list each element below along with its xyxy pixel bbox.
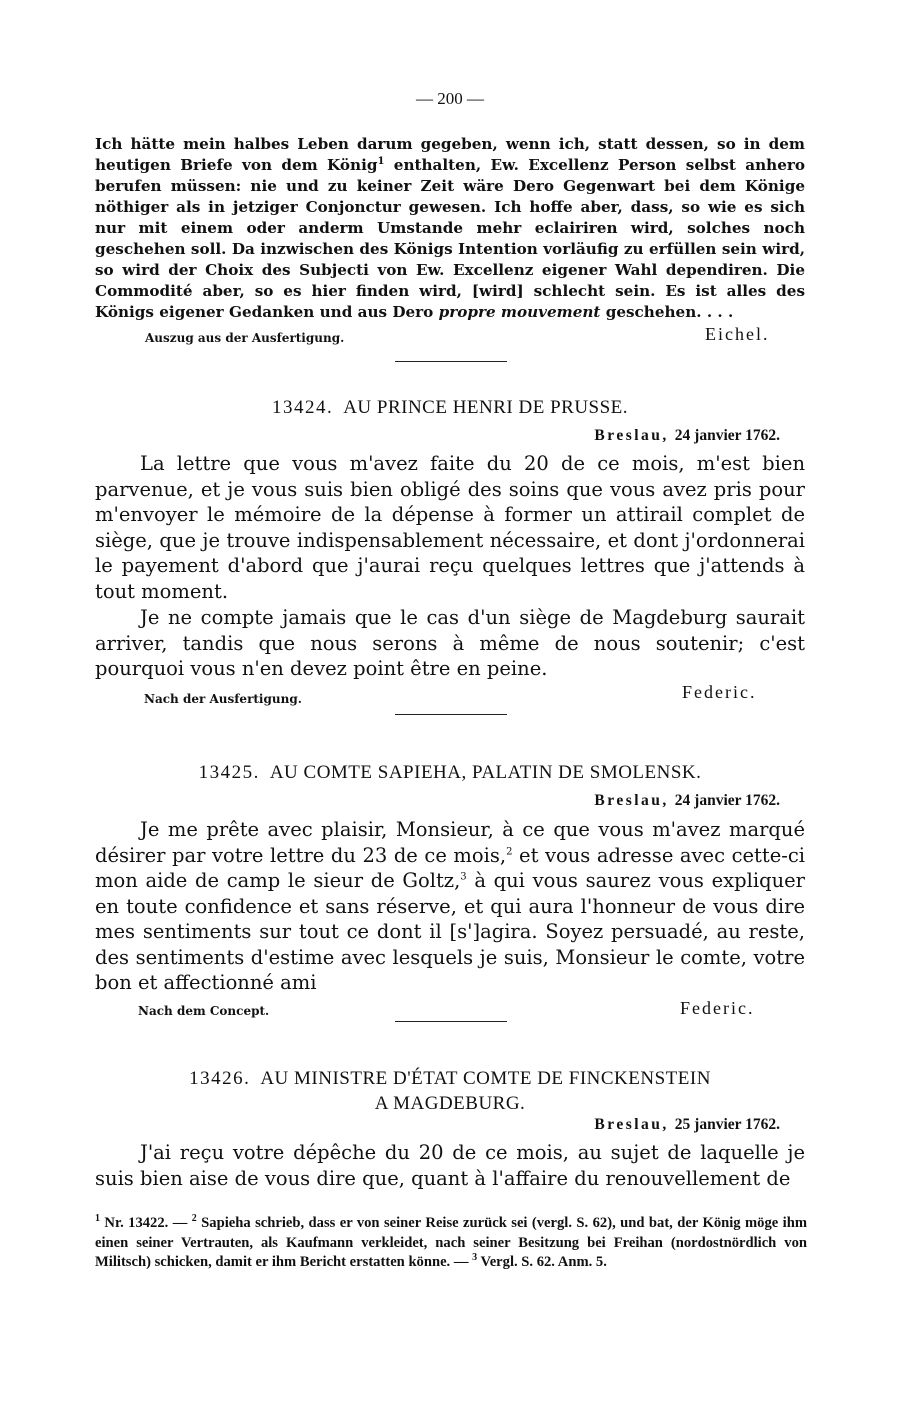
dateline [594, 427, 780, 445]
source-note: Nach der Ausfertigung. [144, 692, 302, 706]
letter-eichel-text [95, 134, 805, 323]
letter-title-line2: A MAGDEBURG. [374, 1093, 526, 1114]
dateline-date: 24 janvier 1762. [674, 427, 780, 444]
letter-text-part3: à qui vous saurez vous expliquer en toute confidence et sans réserve, et qui aura l'honneur de vous dire mes sentiments sur tout ce dont il [s']agira. Soyez persuadé, au reste, des sentiments d'estime avec lesquels je suis, Monsieur le comte, votre bon et affectionné ami [95, 869, 805, 994]
source-note: Nach dem Concept. [138, 1004, 270, 1018]
dateline-place: Breslau, [594, 1116, 669, 1133]
letter-paragraph [95, 817, 805, 996]
letter-number: 13424. [271, 397, 334, 418]
footnote-3: Vergl. S. 62. Anm. 5. [477, 1254, 607, 1270]
dateline [594, 1116, 780, 1134]
source-note: Auszug aus der Ausfertigung. [145, 331, 345, 345]
footnote-mark: 3 [472, 1252, 478, 1264]
footnote-mark: 2 [191, 1213, 197, 1225]
signature: Federic. [680, 998, 755, 1018]
letter-eichel-text-part3: geschehen. . . . [600, 303, 734, 321]
signature: Eichel. [705, 324, 770, 344]
footnotes [95, 1214, 807, 1273]
dateline-place: Breslau, [594, 427, 669, 444]
letter-heading [95, 397, 805, 419]
letter-paragraph: La lettre que vous m'avez faite du 20 de ce mois, m'est bien parvenue, et je vous suis bien obligé des soins que vous avez pris pour m'envoyer le mémoire de la dépense à former un attirail complet de siège, que je trouve indispensablement nécessaire, et dont j'ordonnerai le payement d'abord que j'aurai reçu quelques lettres que j'attends à tout moment. [95, 452, 805, 603]
dateline [594, 792, 780, 810]
letter-heading [95, 762, 805, 784]
letter-number: 13425. [198, 762, 260, 783]
page-number: — 200 — [416, 89, 484, 108]
letter-text-part1: Je me prête avec plaisir, Monsieur, à ce que vous m'avez marqué désirer par votre lettre du 23 de ce mois, [95, 818, 805, 867]
section-divider [395, 361, 507, 362]
footnote-mark: 2 [506, 846, 513, 857]
section-divider [395, 714, 507, 715]
letter-paragraph: J'ai reçu votre dépêche du 20 de ce mois, au sujet de laquelle je suis bien aise de vous dire que, quant à l'affaire du renouvellement de [95, 1141, 805, 1190]
dateline-place: Breslau, [594, 792, 669, 809]
letter-title: AU COMTE SAPIEHA, PALATIN DE SMOLENSK. [269, 762, 702, 783]
letter-text-part2: et vous adresse avec cette-ci mon aide de camp le sieur de Goltz, [95, 843, 805, 892]
section-divider [395, 1021, 507, 1022]
letter-eichel-text-part2: enthalten, Ew. Excellenz Person selbst anhero berufen müssen: nie und zu keiner Zeit wäre Dero Gegenwart bei dem Könige nöthiger als in jetziger Conjonctur gewesen. Ich hoffe aber, dass, so wie es sich nur mit einem oder anderm Umstande mehr eclairiren wird, solches noch geschehen soll. Da inzwischen des Königs Intention vorläufig zu erfüllen sein wird, so wird der Choix des Subjecti von Ew. Excellenz eigener Wahl dependiren. Die Commodité aber, so es hier finden wird, [wird] schlecht sein. Es ist alles des Königs eigener Gedanken und aus Dero [95, 156, 805, 321]
letter-number: 13426. [189, 1068, 251, 1089]
footnote-2: Sapieha schrieb, dass er von seiner Reise zurück sei (vergl. S. 62), und bat, der König möge ihm einen seiner Vertrauten, als Kaufmann verkleidet, nach seiner Besitzung bei Freihan (nordostnördlich von Militsch) schicken, damit er ihm Bericht erstatten könne. — [95, 1215, 807, 1270]
signature: Federic. [682, 682, 757, 702]
dateline-date: 25 janvier 1762. [674, 1116, 780, 1133]
letter-title: AU PRINCE HENRI DE PRUSSE. [343, 397, 629, 418]
footnote-mark: 3 [460, 871, 467, 883]
footnote-mark: 1 [377, 155, 385, 167]
letter-heading [95, 1068, 805, 1090]
footnote-1: Nr. 13422. — [100, 1215, 192, 1231]
letter-eichel-text-part1: Ich hätte mein halbes Leben darum gegeben, wenn ich, statt dessen, so in dem heutigen Briefe von dem König [95, 135, 805, 174]
letter-paragraph: Je ne compte jamais que le cas d'un siège de Magdeburg saurait arriver, tandis que nous serons à même de nous soutenir; c'est pourquoi vous n'en devez point être en peine. [95, 606, 805, 680]
footnote-mark: 1 [95, 1213, 100, 1225]
letter-title: AU MINISTRE D'ÉTAT COMTE DE FINCKENSTEIN [260, 1068, 711, 1089]
dateline-date: 24 janvier 1762. [674, 792, 780, 809]
italic-phrase: propre mouvement [438, 303, 601, 321]
